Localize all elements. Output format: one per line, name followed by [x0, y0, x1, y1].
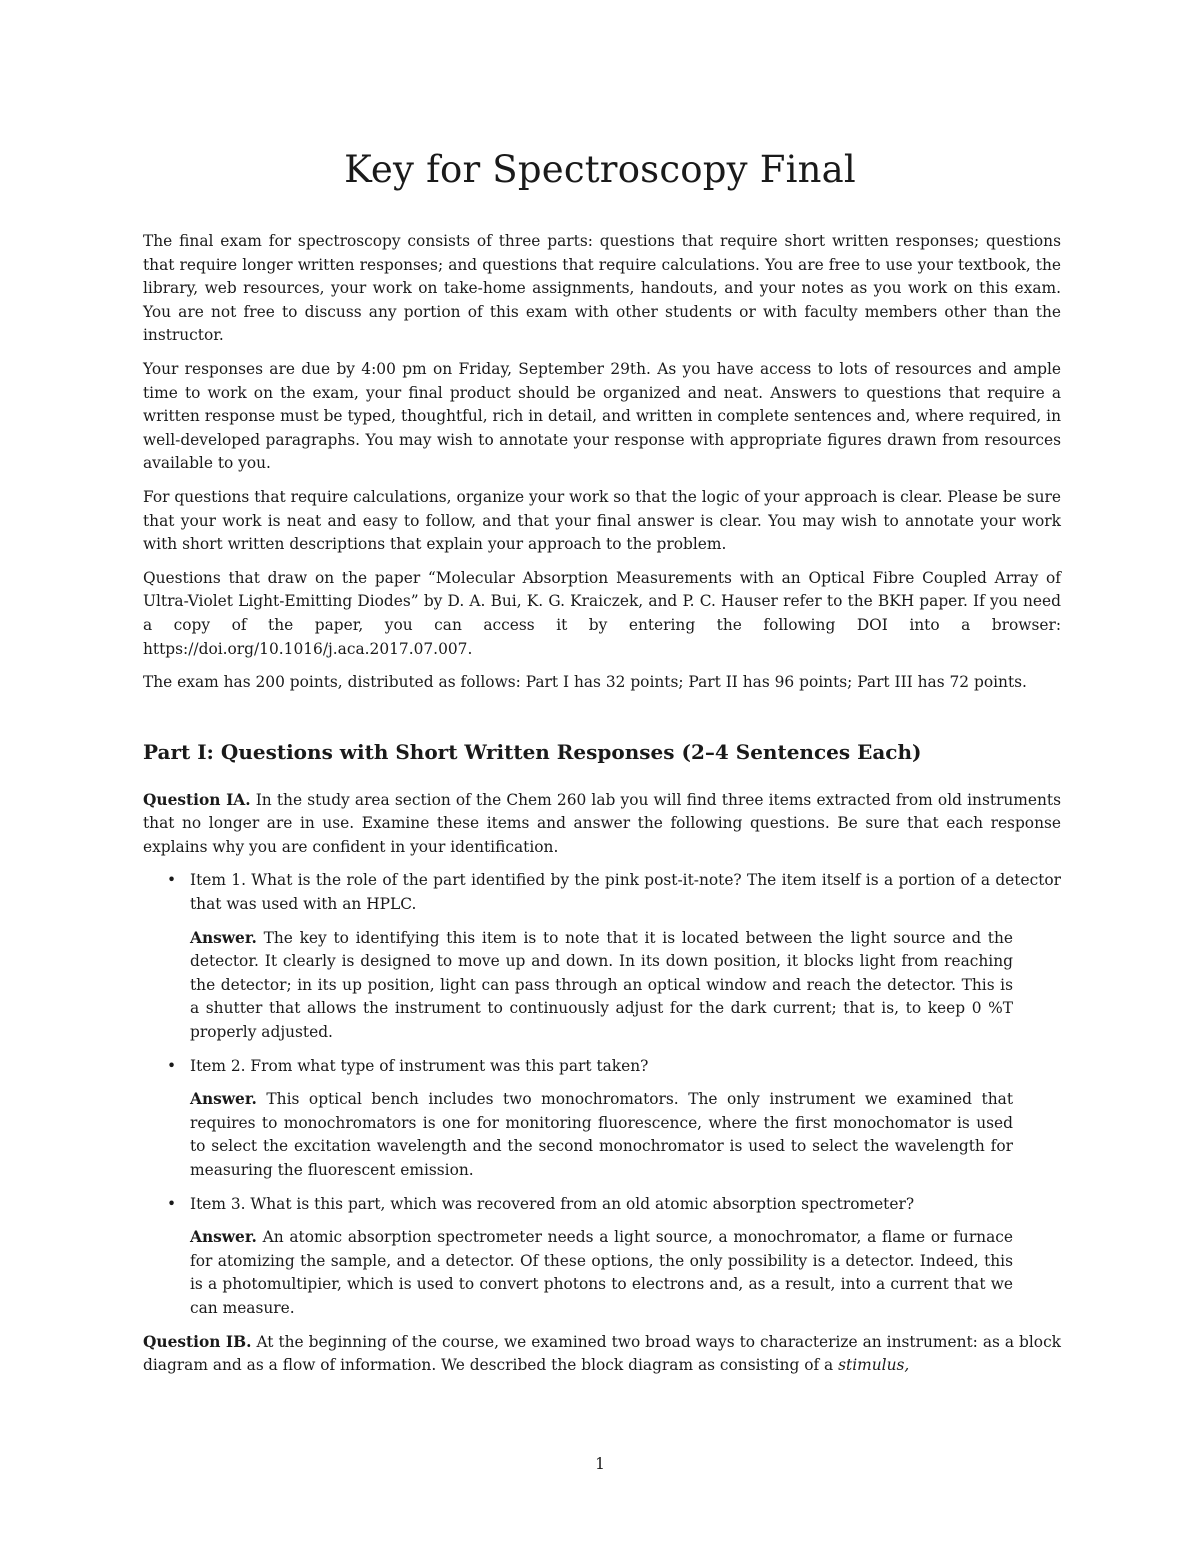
answer-label: Answer.: [190, 1228, 257, 1247]
question-ia-label: Question IA.: [143, 790, 251, 809]
page-title: Key for Spectroscopy Final: [344, 148, 856, 191]
answer-text: This optical bench includes two monochromators. The only instrument we examined that requires to monochromators is one for monitoring fluorescence, where the first monochomator is used to select the excitation wavelength and the second monochromator is used to select the wavelength for measuring the fluorescent emission.: [190, 1090, 1013, 1179]
document-body: [143, 230, 1061, 1388]
intro-paragraph-2: Your responses are due by 4:00 pm on Friday, September 29th. As you have access to lots of resources and ample time to work on the exam, your final product should be organized and neat. Answers to questions that require a written response must be typed, thoughtful, rich in detail, and written in complete sentences and, where required, in well-developed paragraphs. You may wish to annotate your response with appropriate figures drawn from resources available to you.: [143, 359, 1061, 473]
answer-label: Answer.: [190, 1090, 257, 1109]
question-ib-emphasis: stimulus,: [838, 1356, 910, 1375]
intro-paragraph-5: The exam has 200 points, distributed as follows: Part I has 32 points; Part II has 96 points; Part III has 72 points.: [143, 673, 1027, 692]
list-item: [167, 869, 1061, 1044]
question-ia: [143, 789, 1061, 860]
item-question: Item 2. From what type of instrument was this part taken?: [190, 1056, 649, 1075]
answer-text: An atomic absorption spectrometer needs a light source, a monochromator, a flame or furnace for atomizing the sample, and a detector. Of these options, the only possibility is a detector. Indeed, this is a photomultipier, which is used to convert photons to electrons and, as a result, into a current that we can measure.: [190, 1228, 1013, 1317]
item-answer: [190, 1088, 1061, 1182]
question-ia-text: In the study area section of the Chem 260 lab you will find three items extracted from old instruments that no longer are in use. Examine these items and answer the following questions. Be sure that each response explains why you are confident in your identification.: [143, 790, 1061, 856]
answer-label: Answer.: [190, 928, 257, 947]
item-question: Item 1. What is the role of the part identified by the pink post-it-note? The item itself is a portion of a detector that was used with an HPLC.: [190, 871, 1061, 914]
section-heading-part-1: Part I: Questions with Short Written Responses (2–4 Sentences Each): [143, 739, 922, 764]
page-number: 1: [595, 1455, 605, 1473]
intro-paragraph-3: For questions that require calculations, organize your work so that the logic of your approach is clear. Please be sure that your work is neat and easy to follow, and that your final answer is clear. You may wish to annotate your work with short written descriptions that explain your approach to the problem.: [143, 487, 1061, 554]
question-ib-text: At the beginning of the course, we examined two broad ways to characterize an instrument: as a block diagram and as a flow of information. We described the block diagram as consisting of a: [143, 1332, 1062, 1375]
bullet-icon: •: [167, 1056, 177, 1075]
question-ib: [143, 1331, 1061, 1378]
answer-text: The key to identifying this item is to note that it is located between the light source and the detector. It clearly is designed to move up and down. In its down position, it blocks light from reaching the detector; in its up position, light can pass through an optical window and reach the detector. This is a shutter that allows the instrument to continuously adjust for the dark current; that is, to keep 0 %T properly adjusted.: [190, 928, 1013, 1042]
item-question: Item 3. What is this part, which was recovered from an old atomic absorption spectrometer?: [190, 1194, 915, 1213]
bullet-icon: •: [167, 1194, 177, 1213]
question-ib-label: Question IB.: [143, 1332, 252, 1351]
intro-paragraph-4: Questions that draw on the paper “Molecular Absorption Measurements with an Optical Fibre Coupled Array of Ultra-Violet Light-Emitting Diodes” by D. A. Bui, K. G. Kraiczek, and P. C. Hauser refer to the BKH paper. If you need a copy of the paper, you can access it by entering the following DOI into a browser: https://doi.org/10.1016/j.aca.2017.07.007.: [143, 568, 1061, 658]
bullet-icon: •: [167, 871, 177, 890]
list-item: [167, 1193, 1061, 1321]
item-answer: [190, 927, 1061, 1045]
list-item: [167, 1055, 1061, 1183]
item-answer: [190, 1226, 1061, 1320]
intro-paragraph-1: The final exam for spectroscopy consists of three parts: questions that require short written responses; questions that require longer written responses; and questions that require calculations. You are free to use your textbook, the library, web resources, your work on take-home assignments, handouts, and your notes as you work on this exam. You are not free to discuss any portion of this exam with other students or with faculty members other than the instructor.: [143, 232, 1061, 345]
item-list: [143, 869, 1061, 1320]
